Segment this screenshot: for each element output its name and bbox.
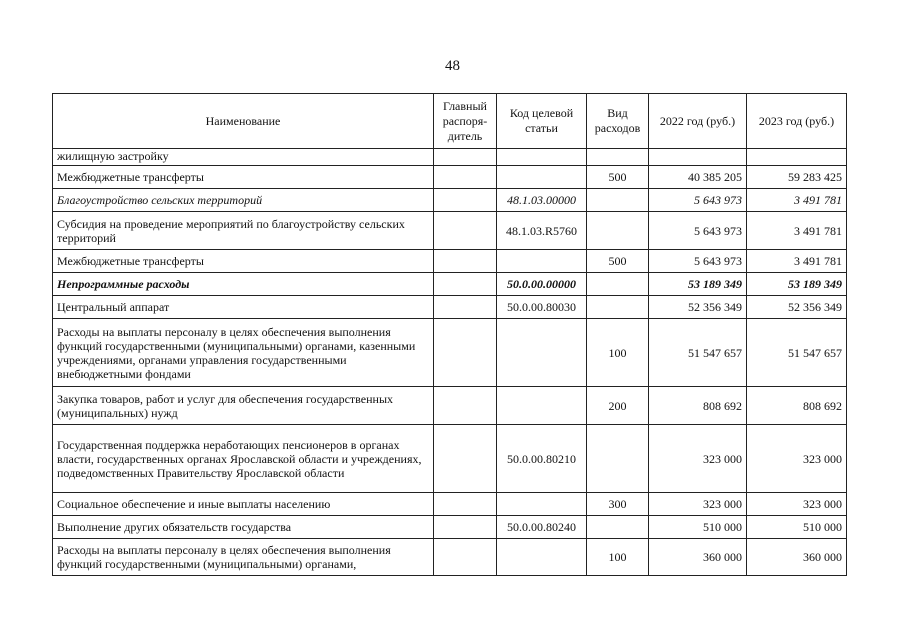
table-row xyxy=(53,539,847,576)
row-code: 50.0.00.80210 xyxy=(497,425,587,493)
row-2022: 5 643 973 xyxy=(649,250,747,273)
row-type: 200 xyxy=(587,387,649,425)
row-2022: 323 000 xyxy=(649,493,747,516)
row-2022: 52 356 349 xyxy=(649,296,747,319)
header-year-2022: 2022 год (руб.) xyxy=(649,94,747,149)
header-type: Вид расходов xyxy=(587,94,649,149)
row-2023: 3 491 781 xyxy=(747,250,847,273)
row-2022: 53 189 349 xyxy=(649,273,747,296)
row-code xyxy=(497,250,587,273)
row-2023: 360 000 xyxy=(747,539,847,576)
table-row xyxy=(53,189,847,212)
table-row xyxy=(53,493,847,516)
row-2023: 3 491 781 xyxy=(747,212,847,250)
row-2022: 360 000 xyxy=(649,539,747,576)
row-code: 48.1.03.00000 xyxy=(497,189,587,212)
row-manager xyxy=(434,273,497,296)
row-type xyxy=(587,149,649,166)
row-2023: 3 491 781 xyxy=(747,189,847,212)
row-2022: 40 385 205 xyxy=(649,166,747,189)
row-2022: 808 692 xyxy=(649,387,747,425)
header-year-2023: 2023 год (руб.) xyxy=(747,94,847,149)
row-manager xyxy=(434,166,497,189)
row-2022: 5 643 973 xyxy=(649,189,747,212)
row-name: Государственная поддержка неработающих пенсионеров в органах власти, государственных органах Ярославской области и учреждениях, подведомственных Правительству Ярославской области xyxy=(53,425,434,493)
row-2023: 59 283 425 xyxy=(747,166,847,189)
row-manager xyxy=(434,387,497,425)
row-code xyxy=(497,149,587,166)
table-row xyxy=(53,149,847,166)
row-2022: 510 000 xyxy=(649,516,747,539)
row-manager xyxy=(434,250,497,273)
table-row xyxy=(53,387,847,425)
table-row xyxy=(53,273,847,296)
row-code: 50.0.00.80030 xyxy=(497,296,587,319)
row-type: 300 xyxy=(587,493,649,516)
row-name: Межбюджетные трансферты xyxy=(53,166,434,189)
row-manager xyxy=(434,516,497,539)
row-type: 500 xyxy=(587,166,649,189)
row-manager xyxy=(434,149,497,166)
row-type: 100 xyxy=(587,539,649,576)
row-code xyxy=(497,319,587,387)
budget-table xyxy=(52,93,847,576)
row-2023: 53 189 349 xyxy=(747,273,847,296)
row-manager xyxy=(434,539,497,576)
row-code: 50.0.00.80240 xyxy=(497,516,587,539)
page-number: 48 xyxy=(445,58,460,74)
row-type xyxy=(587,516,649,539)
row-2023: 323 000 xyxy=(747,493,847,516)
row-2023: 808 692 xyxy=(747,387,847,425)
row-2022 xyxy=(649,149,747,166)
table-row xyxy=(53,250,847,273)
table-row xyxy=(53,296,847,319)
row-2022: 51 547 657 xyxy=(649,319,747,387)
row-2023: 52 356 349 xyxy=(747,296,847,319)
row-manager xyxy=(434,493,497,516)
row-manager xyxy=(434,296,497,319)
row-type: 500 xyxy=(587,250,649,273)
row-name: жилищную застройку xyxy=(53,149,434,166)
table-row xyxy=(53,212,847,250)
row-code xyxy=(497,387,587,425)
row-2023: 51 547 657 xyxy=(747,319,847,387)
row-manager xyxy=(434,212,497,250)
header-manager: Главный распоря-дитель xyxy=(434,94,497,149)
row-type xyxy=(587,189,649,212)
row-manager xyxy=(434,425,497,493)
row-type: 100 xyxy=(587,319,649,387)
row-name: Расходы на выплаты персоналу в целях обеспечения выполнения функций государственными (муниципальными) органами, казенными учреждениями, органами управления государственными внебюджетными фондами xyxy=(53,319,434,387)
row-name: Межбюджетные трансферты xyxy=(53,250,434,273)
row-name: Расходы на выплаты персоналу в целях обеспечения выполнения функций государственными (муниципальными) органами, xyxy=(53,539,434,576)
row-2022: 323 000 xyxy=(649,425,747,493)
row-code xyxy=(497,539,587,576)
row-2022: 5 643 973 xyxy=(649,212,747,250)
row-name: Благоустройство сельских территорий xyxy=(53,189,434,212)
table-row xyxy=(53,516,847,539)
row-code xyxy=(497,493,587,516)
row-type xyxy=(587,425,649,493)
row-2023: 510 000 xyxy=(747,516,847,539)
row-name: Выполнение других обязательств государства xyxy=(53,516,434,539)
row-name: Субсидия на проведение мероприятий по благоустройству сельских территорий xyxy=(53,212,434,250)
row-manager xyxy=(434,189,497,212)
row-code: 48.1.03.R5760 xyxy=(497,212,587,250)
table-body xyxy=(53,149,847,576)
row-code: 50.0.00.00000 xyxy=(497,273,587,296)
row-type xyxy=(587,273,649,296)
row-name: Непрограммные расходы xyxy=(53,273,434,296)
table-header xyxy=(53,94,847,149)
row-name: Социальное обеспечение и иные выплаты населению xyxy=(53,493,434,516)
row-2023 xyxy=(747,149,847,166)
row-name: Центральный аппарат xyxy=(53,296,434,319)
row-name: Закупка товаров, работ и услуг для обеспечения государственных (муниципальных) нужд xyxy=(53,387,434,425)
header-name: Наименование xyxy=(53,94,434,149)
header-code: Код целевой статьи xyxy=(497,94,587,149)
table-row xyxy=(53,425,847,493)
row-2023: 323 000 xyxy=(747,425,847,493)
row-type xyxy=(587,296,649,319)
row-type xyxy=(587,212,649,250)
row-manager xyxy=(434,319,497,387)
table-row xyxy=(53,166,847,189)
table-row xyxy=(53,319,847,387)
row-code xyxy=(497,166,587,189)
